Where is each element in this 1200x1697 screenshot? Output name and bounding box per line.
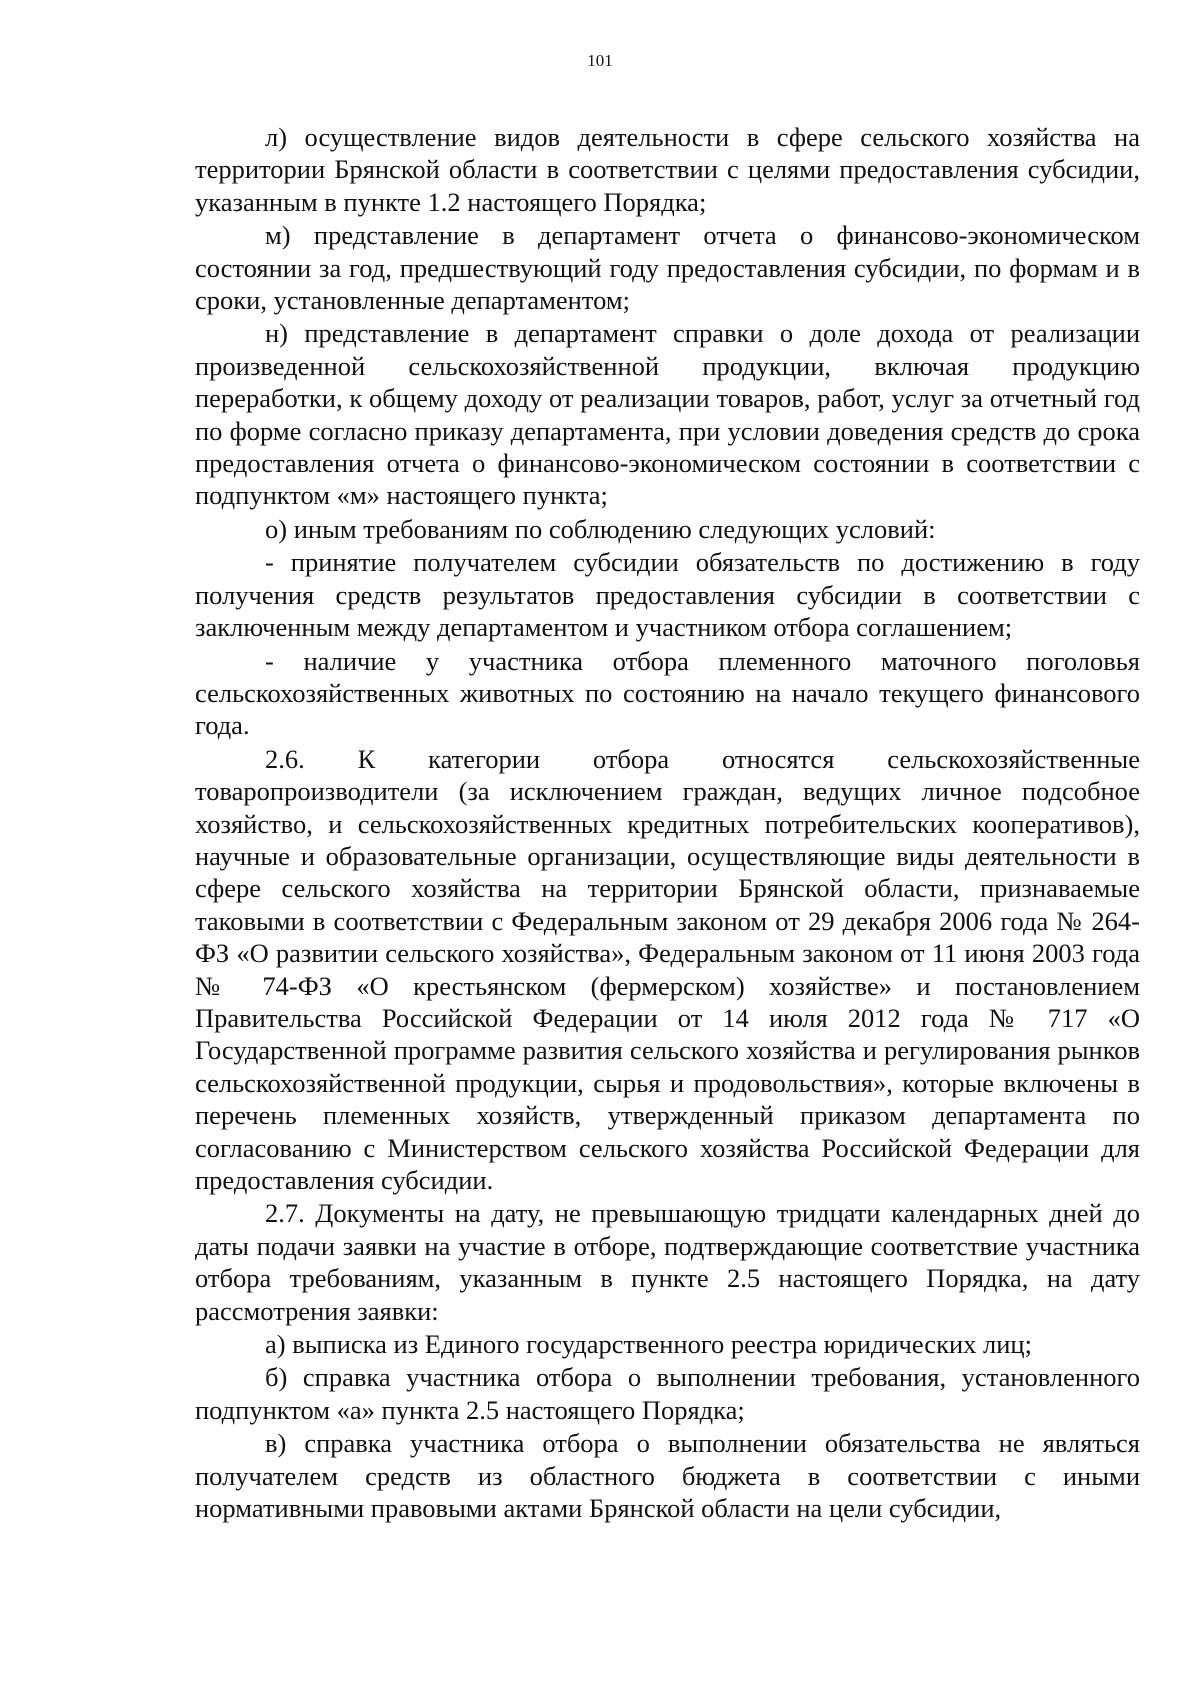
paragraph-v: в) справка участника отбора о выполнении обязательства не являться получателем средств из областного бюджета в соответствии с иными нормативными правовыми актами Брянской области на цели субсидии, [195,1428,1140,1524]
paragraph-2-6: 2.6. К категории отбора относятся сельскохозяйственные товаропроизводители (за исключением граждан, ведущих личное подсобное хозяйство, и сельскохозяйственных кредитных потребительских кооперативов), научные и образовательные организации, осуществляющие виды деятельности в сфере сельского хозяйства на территории Брянской области, признаваемые таковыми в соответствии с Федеральным законом от 29 декабря 2006 года № 264-ФЗ «О развитии сельского хозяйства», Федеральным законом от 11 июня 2003 года № 74-ФЗ «О крестьянском (фермерском) хозяйстве» и постановлением Правительства Российской Федерации от 14 июля 2012 года № 717 «О Государственной программе развития сельского хозяйства и регулирования рынков сельскохозяйственной продукции, сырья и продовольствия», которые включены в перечень племенных хозяйств, утвержденный приказом департамента по согласованию с Министерством сельского хозяйства Российской Федерации для предоставления субсидии. [195,743,1140,1195]
document-body [195,120,1140,1524]
paragraph-a: а) выписка из Единого государственного реестра юридических лиц; [265,1329,1032,1360]
page-number: 101 [587,51,613,70]
paragraph-o: о) иным требованиям по соблюдению следующих условий: [265,513,936,544]
paragraph-m: м) представление в департамент отчета о финансово-экономическом состоянии за год, предшествующий году предоставления субсидии, по формам и в сроки, установленные департаментом; [195,220,1140,316]
paragraph-b: б) справка участника отбора о выполнении требования, установленного подпунктом «а» пункта 2.5 настоящего Порядка; [195,1362,1140,1425]
paragraph-condition-1: - принятие получателем субсидии обязательств по достижению в году получения средств результатов предоставления субсидии в соответствии с заключенным между департаментом и участником отбора соглашением; [195,547,1140,643]
paragraph-n: н) представление в департамент справки о доле дохода от реализации произведенной сельскохозяйственной продукции, включая продукцию переработки, к общему доходу от реализации товаров, работ, услуг за отчетный год по форме согласно приказу департамента, при условии доведения средств до срока предоставления отчета о финансово-экономическом состоянии в соответствии с подпунктом «м» настоящего пункта; [195,318,1140,511]
paragraph-condition-2: - наличие у участника отбора племенного маточного поголовья сельскохозяйственных животных по состоянию на начало текущего финансового года. [195,645,1140,741]
paragraph-l: л) осуществление видов деятельности в сфере сельского хозяйства на территории Брянской области в соответствии с целями предоставления субсидии, указанным в пункте 1.2 настоящего Порядка; [195,122,1140,217]
paragraph-2-7: 2.7. Документы на дату, не превышающую тридцати календарных дней до даты подачи заявки на участие в отборе, подтверждающие соответствие участника отбора требованиям, указанным в пункте 2.5 настоящего Порядка, на дату рассмотрения заявки: [195,1198,1140,1326]
